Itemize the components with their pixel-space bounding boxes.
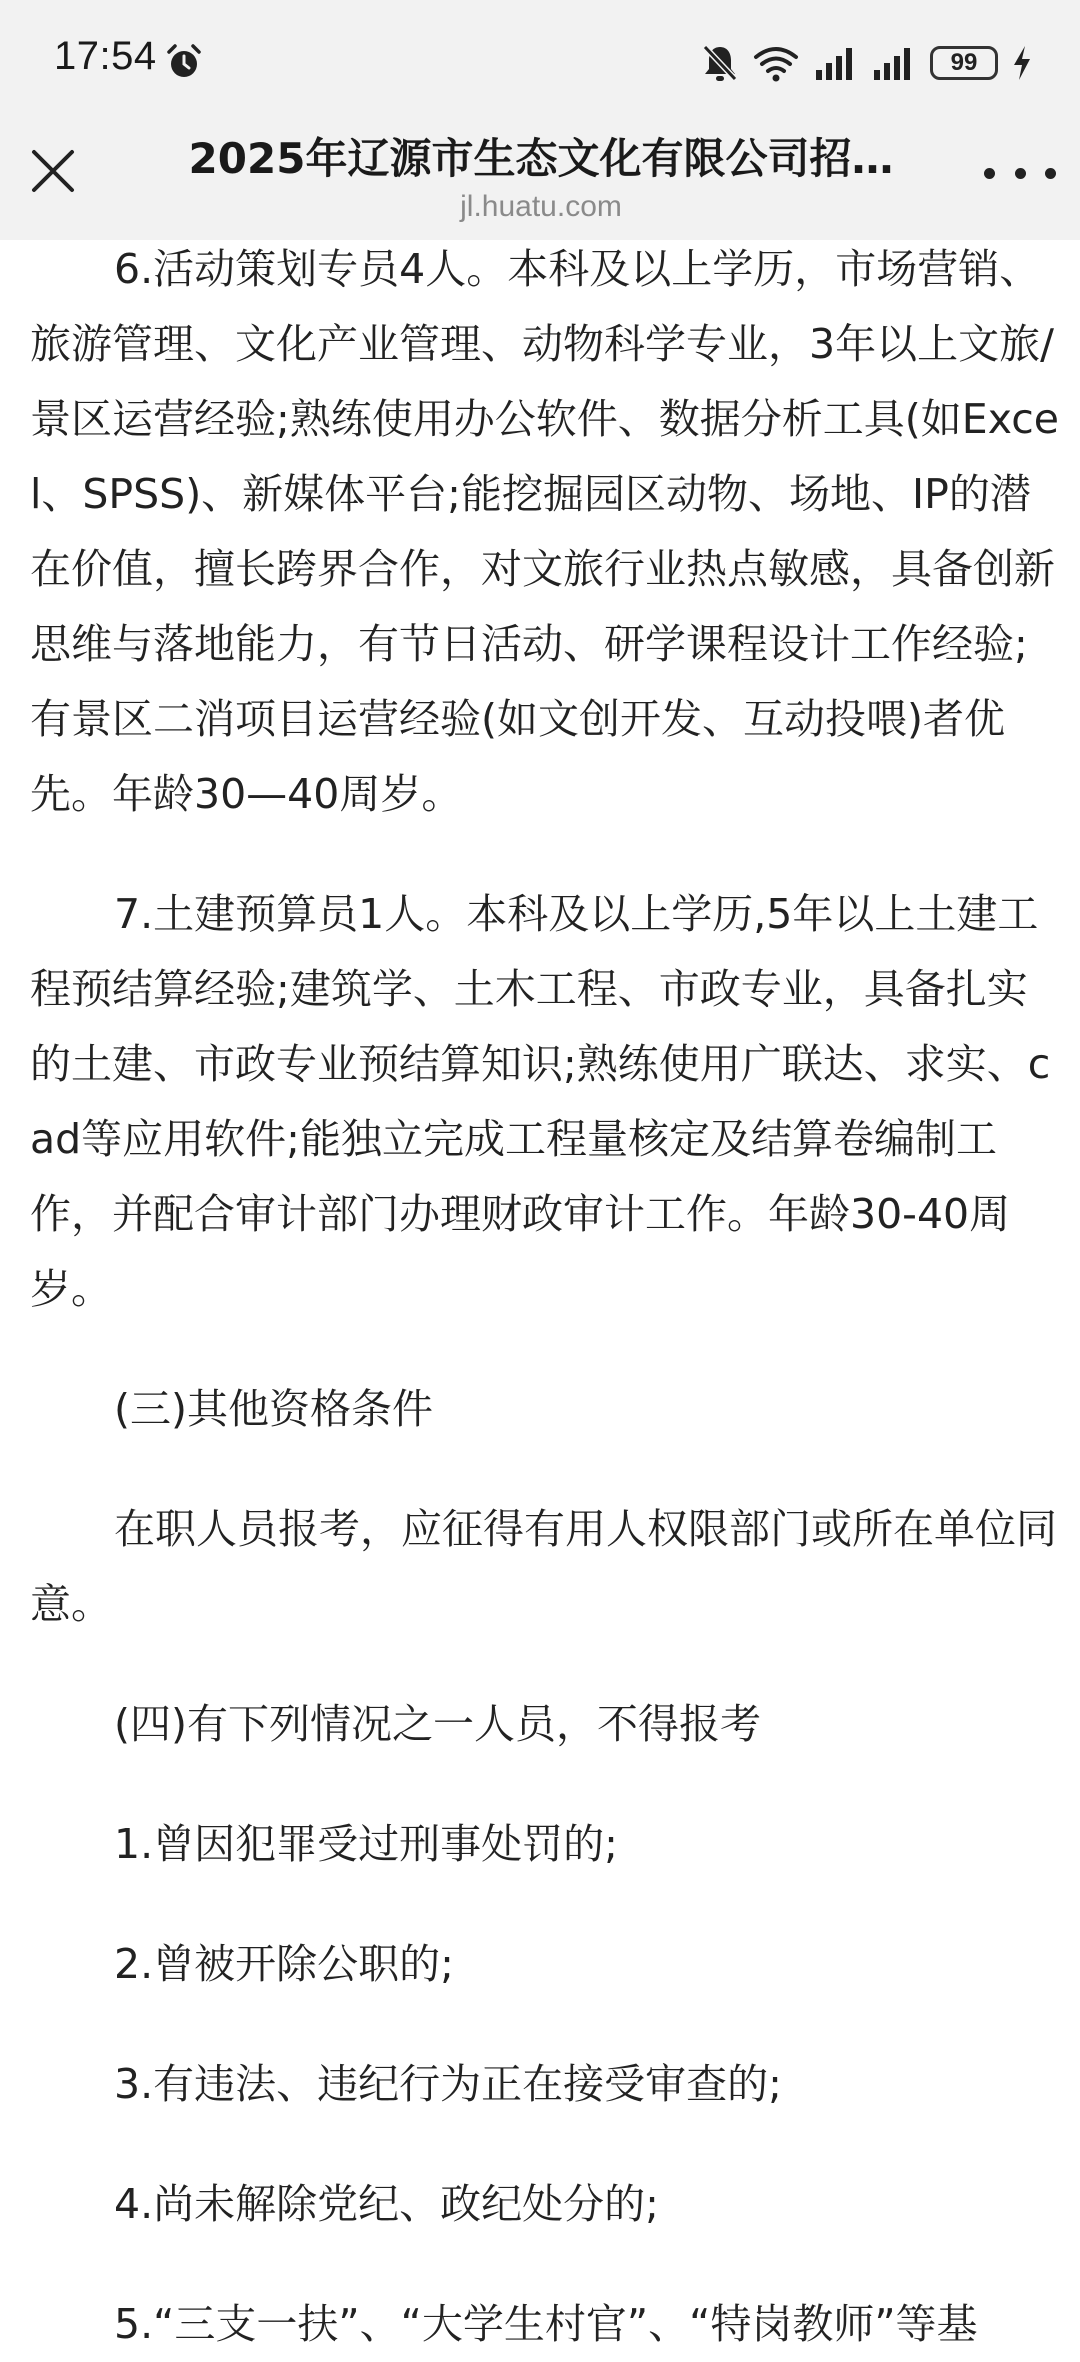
article-paragraph: 7.土建预算员1人。本科及以上学历,5年以上土建工程预结算经验;建筑学、土木工程、市政专业，具备扎实的土建、市政专业预结算知识;熟练使用广联达、求实、cad等应用软件;能独立完成工程量核定及结算卷编制工作，并配合审计部门办理财政审计工作。年龄30-40周岁。 xyxy=(30,890,1051,1313)
alarm-icon xyxy=(164,42,204,82)
more-dot xyxy=(1015,168,1026,179)
list-item: 2.曾被开除公职的; xyxy=(114,1940,454,1988)
section-heading: (三)其他资格条件 xyxy=(114,1385,433,1433)
top-bar xyxy=(0,0,1080,240)
status-icons xyxy=(702,38,1032,88)
list-item: 4.尚未解除党纪、政纪处分的; xyxy=(114,2180,659,2228)
page-title: 2025年辽源市生态文化有限公司招… xyxy=(188,134,894,183)
list-item: 5.“三支一扶”、“大学生村官”、“特岗教师”等基 xyxy=(114,2300,978,2348)
list-item: 1.曾因犯罪受过刑事处罚的; xyxy=(114,1820,618,1868)
signal-icon xyxy=(814,46,858,80)
article-paragraph: 在职人员报考，应征得有用人权限部门或所在单位同意。 xyxy=(30,1505,1057,1628)
more-dot xyxy=(1045,168,1056,179)
section-heading: (四)有下列情况之一人员，不得报考 xyxy=(114,1700,761,1748)
wifi-icon xyxy=(752,43,800,83)
page-domain: jl.huatu.com xyxy=(460,190,622,223)
more-icon[interactable] xyxy=(984,150,1056,196)
battery-indicator: 99 xyxy=(930,46,998,80)
article-body xyxy=(30,240,1060,2362)
bell-off-icon xyxy=(702,43,738,83)
article-paragraph: 6.活动策划专员4人。本科及以上学历，市场营销、旅游管理、文化产业管理、动物科学专业，3年以上文旅/景区运营经验;熟练使用办公软件、数据分析工具(如Excel、SPSS)、新媒体平台;能挖掘园区动物、场地、IP的潜在价值，擅长跨界合作，对文旅行业热点敏感，具备创新思维与落地能力，有节日活动、研学课程设计工作经验;有景区二消项目运营经验(如文创开发、互动投喂)者优先。年龄30—40周岁。 xyxy=(30,245,1060,818)
list-item: 3.有违法、违纪行为正在接受审查的; xyxy=(114,2060,782,2108)
signal-icon xyxy=(872,46,916,80)
close-icon[interactable] xyxy=(26,144,80,198)
bolt-icon xyxy=(1012,45,1032,81)
status-time: 17:54 xyxy=(54,34,157,78)
more-dot xyxy=(984,168,995,179)
